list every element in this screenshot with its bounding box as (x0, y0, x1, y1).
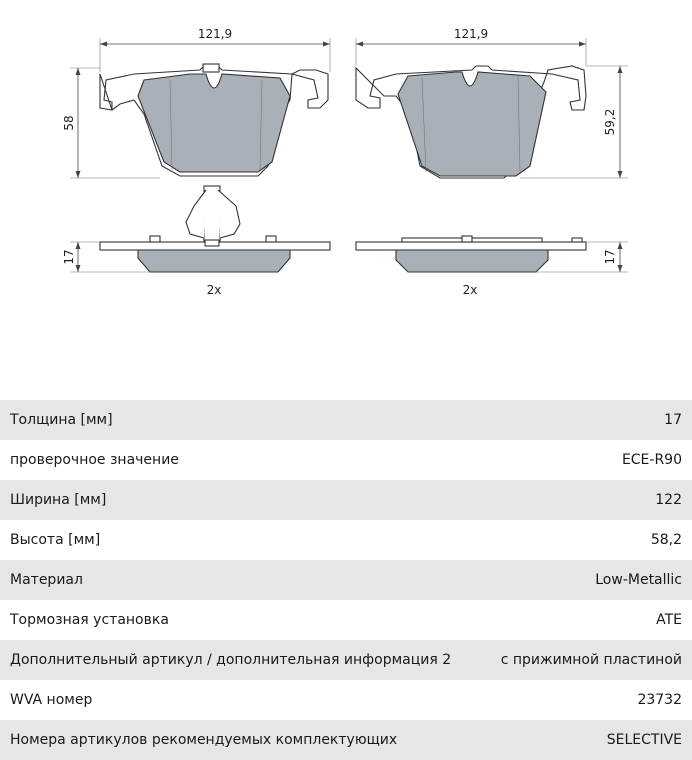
left-height-label: 58 (62, 115, 76, 131)
spec-row (0, 600, 692, 640)
spec-row (0, 520, 692, 560)
right-thickness-label: 17 (603, 249, 617, 265)
spec-value: 23732 (637, 692, 682, 708)
spec-label: Ширина [мм] (10, 492, 107, 508)
spec-value: 58,2 (650, 532, 682, 548)
spec-value: 17 (664, 412, 682, 428)
spec-value: 122 (655, 492, 682, 508)
spec-row (0, 720, 692, 760)
spec-row (0, 400, 692, 440)
left-pad-side-view (100, 186, 330, 272)
spec-value: SELECTIVE (606, 732, 682, 748)
left-pad-front-view (100, 64, 328, 176)
spec-label: Номера артикулов рекомендуемых комплектующих (10, 732, 398, 748)
right-width-dimension (356, 27, 586, 66)
spec-row (0, 440, 692, 480)
spec-value: ECE-R90 (621, 452, 682, 468)
spec-label: проверочное значение (10, 452, 179, 468)
spec-label: Толщина [мм] (10, 412, 113, 428)
spec-row (0, 640, 692, 680)
spec-label: Тормозная установка (10, 612, 169, 628)
right-pad-front-view (356, 66, 586, 178)
right-width-label: 121,9 (453, 27, 489, 41)
spec-value: с прижимной пластиной (500, 652, 682, 668)
right-pad-side-view (356, 236, 586, 272)
spec-row (0, 680, 692, 720)
spec-label: Материал (10, 572, 83, 588)
right-quantity-label: 2x (462, 283, 478, 297)
spec-value: Low-Metallic (595, 572, 682, 588)
spec-label: WVA номер (10, 692, 93, 708)
right-height-label: 59,2 (603, 108, 617, 136)
spec-table (0, 400, 692, 760)
spec-row (0, 560, 692, 600)
spec-label: Высота [мм] (10, 532, 101, 548)
left-thickness-label: 17 (62, 249, 76, 265)
spec-label: Дополнительный артикул / дополнительная информация 2 (10, 652, 452, 668)
left-quantity-label: 2x (206, 283, 222, 297)
spec-row (0, 480, 692, 520)
spec-value: ATE (656, 612, 682, 628)
left-width-label: 121,9 (197, 27, 233, 41)
